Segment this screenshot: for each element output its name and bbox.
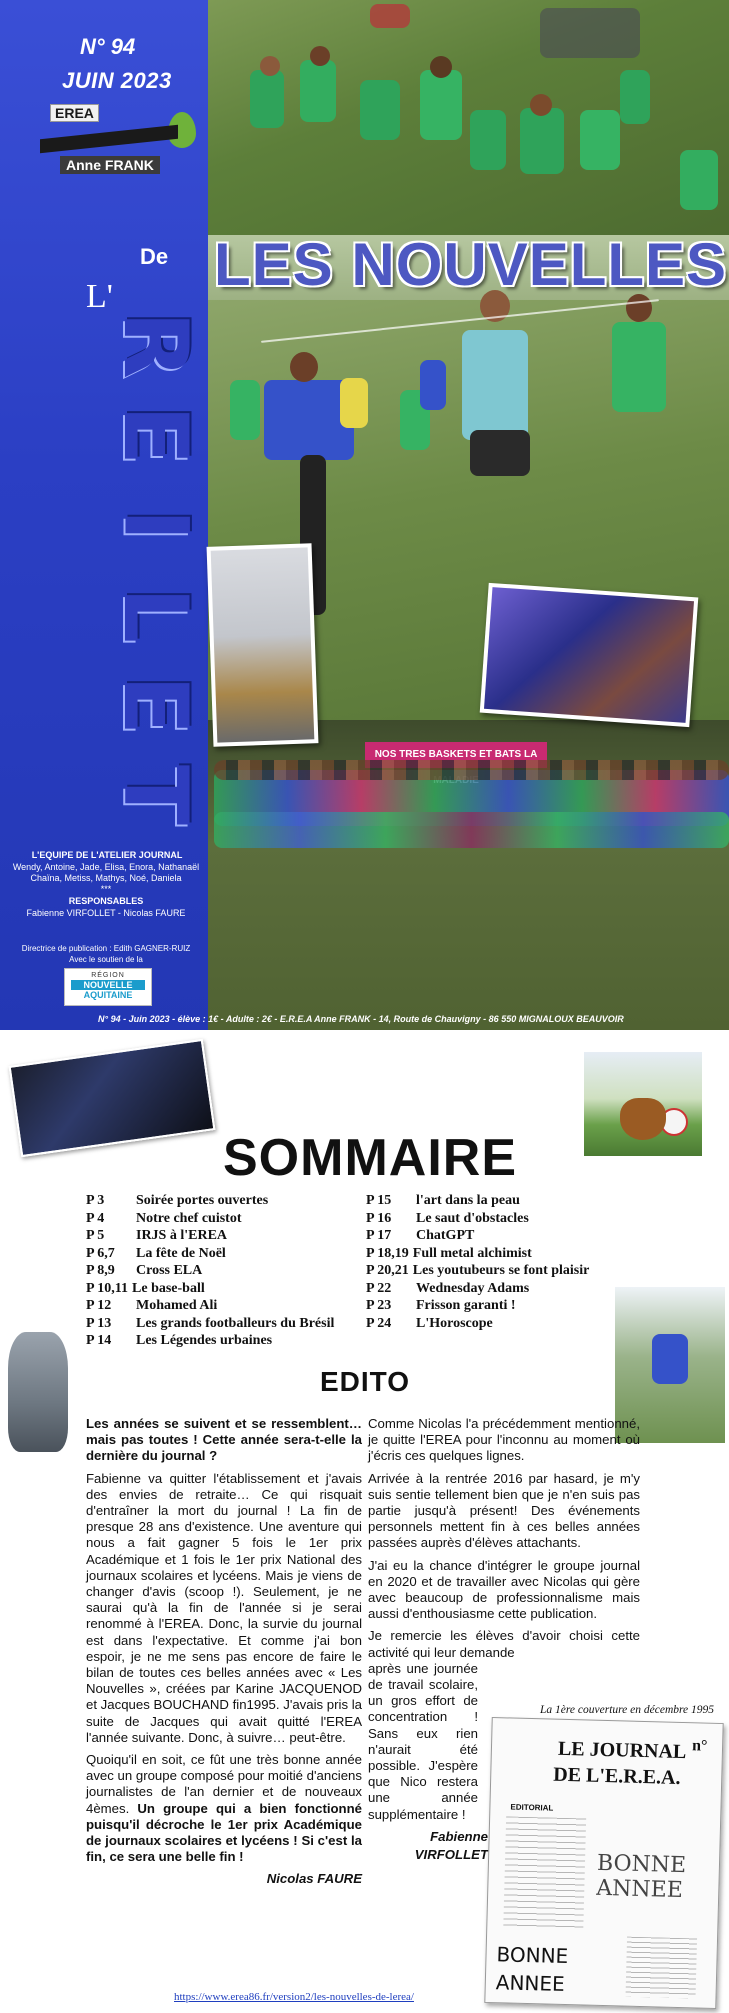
edito-paragraph-narrow: après une journée de travail scolaire, un gros effort de concentration ! Sans eux rien n'aurait été possible. J'espère que Nico restera une année supplémentaire !: [368, 1660, 478, 1822]
logo-school: EREA: [50, 104, 99, 122]
toc-page: P 16: [366, 1210, 392, 1226]
journal-card-subtitle: DE L'E.R.E.A.: [553, 1763, 681, 1789]
glove-icon: [620, 1098, 666, 1140]
journal-card-greeting: BONNE ANNEE: [596, 1850, 687, 1904]
toc-page: P 3: [86, 1193, 105, 1208]
toc-page: P 23: [366, 1298, 392, 1313]
edito-paragraph: Je remercie les élèves d'avoir choisi cette activité qui leur demande: [368, 1628, 640, 1660]
toc-page: P 24: [366, 1315, 392, 1331]
title-letter: T: [104, 764, 207, 826]
region-logo-top: RÉGION: [91, 972, 125, 979]
issue-date: JUIN 2023: [62, 68, 172, 93]
toc-page: P 15: [366, 1193, 392, 1208]
toc-page: P 17: [366, 1228, 392, 1243]
issue-number: N° 94: [80, 34, 136, 59]
title-letter: R: [103, 311, 207, 379]
toc-entry[interactable]: [366, 1262, 656, 1280]
edito-paragraph: Fabienne va quitter l'établissement et j'avais des envies de retraite… Ce qui risquait d'entraîner la mort du journal ! La fin de presque 28 ans d'existence. Une aventure qui nous a fait gagner 5 fois le 1er prix Académique et 1 fois le 1er prix National des journaux scolaires et lycéens. Mais je viens de changer d'avis (scoop !). Seulement, je ne saurai qu'à la fin de l'année si je serai renommé à l'EREA. Donc, la survie du journal est dans l'expectative. Et comme j'ai bon espoir, je ne me sens pas encore de faire le bilan de toutes ces belles années avec « Les Nouvelles », créées par Karine JACQUENOD et Jacques BOUCHAND fin1995. J'avais pris la suite de Jacques qui avait quitté l'EREA l'année suivante. Donc, à suivre… peut-être.: [86, 1470, 362, 1745]
inset-photo-party: [480, 583, 699, 727]
toc-label: La fête de Noël: [136, 1245, 226, 1261]
edito-highlight: Un groupe qui a bien fonctionné puisqu'il décroche le 1er prix Académique de journaux scolaires et lycéens ! Si c'est la fin, ce sera une belle fin !: [86, 1800, 362, 1865]
toc-page: P 14: [86, 1333, 112, 1348]
toc-entry[interactable]: [86, 1262, 376, 1280]
toc-page: P 13: [86, 1315, 112, 1331]
toc-entry[interactable]: [366, 1297, 656, 1315]
toc-label: Mohamed Ali: [136, 1298, 218, 1313]
logo-name: Anne FRANK: [60, 156, 160, 174]
toc-entry[interactable]: [366, 1227, 656, 1245]
toc-page: P 12: [86, 1298, 112, 1313]
journal-card-number: n°: [691, 1737, 708, 1755]
edito-left-column: [86, 1416, 362, 1894]
region-logo-bot: AQUITAINE: [83, 990, 133, 1000]
toc-entry[interactable]: [366, 1280, 656, 1298]
toc-label: l'art dans la peau: [416, 1193, 520, 1208]
cover-vertical-title: [100, 300, 210, 840]
journal-card-title: LE JOURNAL: [557, 1737, 687, 1764]
toc-label: ChatGPT: [416, 1228, 475, 1243]
toc-page: P 4: [86, 1210, 105, 1226]
toc-label: Frisson garanti !: [416, 1298, 516, 1313]
journal-card-greeting-bonne: BONNE: [496, 1942, 569, 1969]
title-letter: E: [104, 674, 207, 736]
cover-l: L': [86, 278, 113, 315]
cover-footer: N° 94 - Juin 2023 - élève : 1€ - Adulte : 2€ - E.R.E.A Anne FRANK - 14, Route de Chauvigny - 86 550 MIGNALOUX BEAUVOIR: [98, 1014, 624, 1024]
toc-entry[interactable]: [366, 1315, 656, 1333]
edito-paragraph: Arrivée à la rentrée 2016 par hasard, je m'y suis sentie tellement bien que je n'en suis pas partie jusqu'à présent! Des événements personnels mettent fin à ces belles années passées auprès d'élèves attachants.: [368, 1470, 640, 1551]
toc-entry[interactable]: [86, 1210, 376, 1228]
runner-shirt: [652, 1334, 688, 1384]
toc-entry[interactable]: [366, 1245, 656, 1263]
toc-label: Le base-ball: [132, 1280, 205, 1296]
toc-page: P 18,19: [366, 1245, 409, 1261]
support-text: Avec le soutien de la: [69, 955, 143, 964]
journal-card-editorial: EDITORIAL: [510, 1802, 554, 1813]
toc-label: Soirée portes ouvertes: [136, 1193, 269, 1208]
toc-label: Les youtubeurs se font plaisir: [412, 1263, 590, 1278]
region-logo: [64, 968, 152, 1006]
erea-logo: [40, 104, 190, 186]
responsables-names: Fabienne VIRFOLLET - Nicolas FAURE: [26, 908, 186, 918]
alchemist-armor-icon: [8, 1332, 68, 1452]
cover-photo-cross-runners-top: [208, 0, 729, 235]
region-logo-mid: NOUVELLE: [71, 980, 145, 990]
edito-text: Quoiqu'il en soit, ce fût une très bonne année avec un groupe composé pour moitié d'anciens journalistes de l'an dernier et de nouveaux 4èmes.: [86, 1752, 362, 1816]
title-letter: I: [104, 508, 207, 542]
edito-title: EDITO: [319, 1366, 411, 1397]
toc-entry[interactable]: [86, 1245, 376, 1263]
toc-entry[interactable]: [86, 1192, 376, 1210]
journal-cover-caption: La 1ère couverture en décembre 1995: [540, 1704, 715, 1716]
toc-label: Les grands footballeurs du Brésil: [136, 1315, 335, 1331]
toc-page: P 20,21: [366, 1263, 409, 1278]
edito-paragraph: Comme Nicolas l'a précédemment mentionné, je quitte l'EREA pour l'inconnu au moment où j'écris ces quelques lignes.: [368, 1416, 640, 1464]
responsables-title: RESPONSABLES: [68, 896, 144, 906]
toc-entry[interactable]: [86, 1280, 376, 1298]
toc-label: Cross ELA: [136, 1263, 203, 1278]
title-letter: E: [104, 404, 207, 466]
publication-director: Directrice de publication : Edith GAGNER-RUIZ: [21, 944, 191, 953]
team-title: L'EQUIPE DE L'ATELIER JOURNAL: [31, 850, 183, 860]
toc-entry[interactable]: [86, 1227, 376, 1245]
logo-bar: [40, 125, 178, 154]
toc-page: P 10,11: [86, 1280, 129, 1296]
team-names: Wendy, Antoine, Jade, Elisa, Enora, Nathanaël Chaïna, Metiss, Mathys, Noé, Daniela: [12, 862, 200, 883]
toc-page: P 22: [366, 1280, 392, 1296]
toc-page: P 6,7: [86, 1245, 115, 1261]
toc-label: Notre chef cuistot: [136, 1210, 242, 1226]
edito-signature-nicolas: Nicolas FAURE: [266, 1871, 362, 1887]
cover-de: De: [140, 244, 169, 269]
journal-card-text-lines: [503, 1816, 586, 1928]
toc-page: P 8,9: [86, 1263, 115, 1278]
journal-card-greeting-annee: ANNEE: [495, 1970, 566, 1997]
toc-label: Les Légendes urbaines: [136, 1333, 273, 1348]
toc-entry[interactable]: [86, 1332, 376, 1350]
edito-signature-fabienne-2: VIRFOLLET: [414, 1847, 488, 1863]
toc-entry[interactable]: [366, 1192, 656, 1210]
toc-left-column: [86, 1192, 376, 1350]
edito-paragraph: [86, 1752, 362, 1865]
sommaire-title: SOMMAIRE: [223, 1129, 517, 1187]
inset-photo-chef: [207, 543, 319, 747]
title-letter: L: [103, 586, 207, 644]
toc-label: Le saut d'obstacles: [416, 1210, 529, 1226]
website-link[interactable]: https://www.erea86.fr/version2/les-nouvelles-de-lerea/: [174, 1991, 414, 2003]
toc-label: Wednesday Adams: [416, 1280, 530, 1296]
cover-headline: LES NOUVELLES: [214, 231, 728, 298]
toc-entry[interactable]: [86, 1297, 376, 1315]
edito-intro: Les années se suivent et se ressemblent… mais pas toutes ! Cette année sera-t-elle la dernière du journal ?: [86, 1416, 362, 1464]
toc-label: L'Horoscope: [416, 1315, 493, 1331]
team-separator: ***: [100, 884, 112, 894]
toc-page: P 5: [86, 1228, 105, 1243]
edito-signature-fabienne-1: Fabienne: [430, 1828, 488, 1844]
toc-right-column: [366, 1192, 656, 1332]
edito-paragraph: J'ai eu la chance d'intégrer le groupe journal en 2020 et de travailler avec Nicolas qui gère avec beaucoup de professionnalisme mais aussi d'enthousiasme cette publication.: [368, 1557, 640, 1622]
journal-card-text-lines: [626, 1937, 698, 1999]
cover-banner-ela: NOS TRES BASKETS ET BATS LA: [365, 742, 547, 768]
toc-label: Full metal alchimist: [412, 1245, 532, 1261]
toc-entry[interactable]: [366, 1210, 656, 1228]
journal-first-cover: [484, 1717, 723, 2009]
toc-label: IRJS à l'EREA: [136, 1228, 228, 1243]
toc-entry[interactable]: [86, 1315, 376, 1333]
